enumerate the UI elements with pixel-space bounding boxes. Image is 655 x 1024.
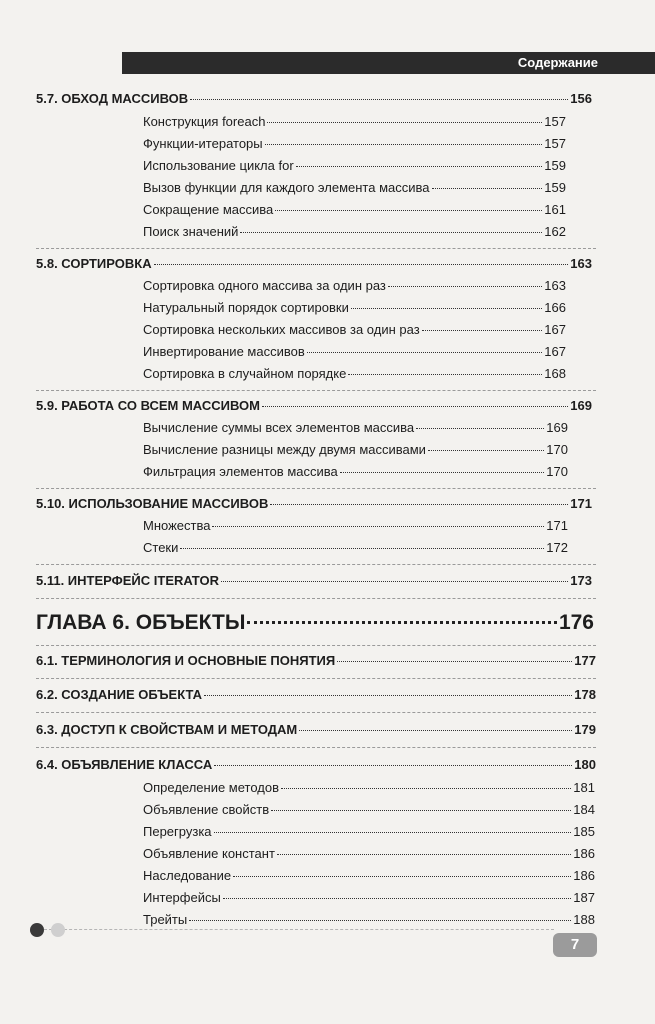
toc-entry-title: Сокращение массива [143, 202, 274, 217]
toc-entry[interactable] [143, 890, 595, 908]
toc-page-number: 161 [544, 202, 566, 217]
toc-leader-dots [233, 875, 571, 877]
toc-page-number: 173 [570, 573, 592, 588]
toc-section-5-7[interactable] [36, 91, 592, 109]
toc-leader-dots [348, 373, 542, 375]
toc-page-number: 159 [544, 180, 566, 195]
toc-page-number: 159 [544, 158, 566, 173]
footer-divider [44, 929, 554, 930]
toc-leader-dots [189, 919, 571, 921]
toc-leader-dots [190, 98, 568, 100]
toc-page-number: 172 [546, 540, 568, 555]
toc-leader-dots [416, 427, 544, 429]
toc-page-number: 177 [574, 653, 596, 668]
toc-page-number: 168 [544, 366, 566, 381]
toc-entry-title: Сортировка одного массива за один раз [143, 278, 386, 293]
toc-entry-title: Конструкция foreach [143, 114, 266, 129]
toc-entry[interactable] [143, 540, 568, 558]
toc-entry[interactable] [143, 202, 566, 220]
toc-section-6-4[interactable] [36, 757, 596, 775]
toc-section-5-10[interactable] [36, 496, 592, 514]
toc-section-title: 6.2. СОЗДАНИЕ ОБЪЕКТА [36, 687, 202, 702]
toc-leader-dots [277, 853, 571, 855]
toc-page-number: 178 [574, 687, 596, 702]
section-divider [36, 645, 596, 646]
toc-entry-title: Вычисление суммы всех элементов массива [143, 420, 415, 435]
toc-section-title: 5.10. ИСПОЛЬЗОВАНИЕ МАССИВОВ [36, 496, 269, 511]
toc-entry-title: Определение методов [143, 780, 280, 795]
running-header-bar [122, 52, 655, 74]
toc-entry-title: Функции-итераторы [143, 136, 263, 151]
section-divider [36, 747, 596, 748]
toc-entry-title: Сортировка нескольких массивов за один раз [143, 322, 420, 337]
toc-leader-dots [337, 660, 572, 662]
toc-entry[interactable] [143, 136, 566, 154]
toc-entry[interactable] [143, 802, 595, 820]
toc-section-5-11[interactable] [36, 573, 592, 591]
toc-entry[interactable] [143, 912, 595, 930]
toc-entry[interactable] [143, 322, 566, 340]
toc-entry-title: Наследование [143, 868, 232, 883]
toc-section-title: 6.3. ДОСТУП К СВОЙСТВАМ И МЕТОДАМ [36, 722, 298, 737]
toc-entry-title: Объявление констант [143, 846, 275, 861]
toc-page-number: 170 [546, 442, 568, 457]
toc-page-number: 163 [544, 278, 566, 293]
toc-entry[interactable] [143, 442, 568, 460]
toc-leader-dots [212, 525, 544, 527]
toc-section-title: 5.8. СОРТИРОВКА [36, 256, 152, 271]
toc-leader-dots [214, 764, 572, 766]
toc-page-number: 166 [544, 300, 566, 315]
toc-leader-dots [204, 694, 572, 696]
toc-entry[interactable] [143, 464, 568, 482]
section-divider [36, 564, 596, 565]
toc-leader-dots [388, 285, 542, 287]
toc-leader-dots [428, 449, 544, 451]
toc-section-title: 5.9. РАБОТА СО ВСЕМ МАССИВОМ [36, 398, 260, 413]
toc-page-number: 163 [570, 256, 592, 271]
toc-entry-title: Объявление свойств [143, 802, 270, 817]
toc-leader-dots [267, 121, 542, 123]
toc-page-number: 186 [573, 868, 595, 883]
toc-leader-dots [247, 620, 557, 624]
toc-leader-dots [340, 471, 545, 473]
toc-page-number: 179 [574, 722, 596, 737]
section-divider [36, 678, 596, 679]
footer-dot-dark-icon [30, 923, 44, 937]
toc-page-number: 157 [544, 136, 566, 151]
toc-entry-title: Трейты [143, 912, 188, 927]
toc-entry-title: Поиск значений [143, 224, 239, 239]
toc-page-number: 188 [573, 912, 595, 927]
toc-entry-title: Сортировка в случайном порядке [143, 366, 347, 381]
toc-entry[interactable] [143, 846, 595, 864]
toc-section-6-2[interactable] [36, 687, 596, 705]
toc-page-number: 170 [546, 464, 568, 479]
toc-entry[interactable] [143, 780, 595, 798]
toc-leader-dots [299, 729, 572, 731]
toc-leader-dots [180, 547, 544, 549]
toc-entry-title: Вычисление разницы между двумя массивами [143, 442, 426, 457]
toc-leader-dots [275, 209, 542, 211]
toc-leader-dots [221, 580, 568, 582]
toc-section-title: 6.1. ТЕРМИНОЛОГИЯ И ОСНОВНЫЕ ПОНЯТИЯ [36, 653, 336, 668]
section-divider [36, 488, 596, 489]
toc-entry-title: Фильтрация элементов массива [143, 464, 338, 479]
toc-page-number: 167 [544, 344, 566, 359]
toc-section-title: 5.7. ОБХОД МАССИВОВ [36, 91, 189, 106]
toc-leader-dots [432, 187, 543, 189]
toc-entry[interactable] [143, 158, 566, 176]
toc-section-6-3[interactable] [36, 722, 596, 740]
toc-section-5-9[interactable] [36, 398, 592, 416]
toc-entry-title: Вызов функции для каждого элемента массива [143, 180, 430, 195]
toc-entry-title: Стеки [143, 540, 179, 555]
toc-page-number: 169 [570, 398, 592, 413]
toc-page-number: 176 [558, 611, 594, 634]
toc-page-number: 156 [570, 91, 592, 106]
toc-leader-dots [351, 307, 542, 309]
toc-page-number: 171 [546, 518, 568, 533]
toc-entry[interactable] [143, 518, 568, 536]
toc-entry-title: Перегрузка [143, 824, 212, 839]
toc-entry-title: Множества [143, 518, 211, 533]
section-divider [36, 248, 596, 249]
toc-section-5-8[interactable] [36, 256, 592, 274]
toc-leader-dots [271, 809, 571, 811]
toc-entry[interactable] [143, 344, 566, 362]
toc-leader-dots [223, 897, 571, 899]
toc-leader-dots [214, 831, 572, 833]
toc-page-number: 185 [573, 824, 595, 839]
page-number-badge: 7 [553, 933, 597, 957]
toc-entry[interactable] [143, 824, 595, 842]
toc-entry[interactable] [143, 366, 566, 384]
toc-leader-dots [307, 351, 543, 353]
toc-leader-dots [154, 263, 569, 265]
toc-leader-dots [296, 165, 543, 167]
toc-leader-dots [270, 503, 568, 505]
toc-page-number: 157 [544, 114, 566, 129]
toc-section-title: 5.11. ИНТЕРФЕЙС ITERATOR [36, 573, 220, 588]
toc-leader-dots [422, 329, 543, 331]
footer-dot-light-icon [51, 923, 65, 937]
toc-page-number: 162 [544, 224, 566, 239]
toc-entry[interactable] [143, 114, 566, 132]
toc-leader-dots [265, 143, 543, 145]
toc-entry[interactable] [143, 224, 566, 242]
section-divider [36, 390, 596, 391]
toc-section-6-1[interactable] [36, 653, 596, 671]
toc-entry[interactable] [143, 868, 595, 886]
toc-leader-dots [281, 787, 571, 789]
toc-section-title: 6.4. ОБЪЯВЛЕНИЕ КЛАССА [36, 757, 213, 772]
toc-leader-dots [262, 405, 568, 407]
running-header-title: Содержание [517, 55, 598, 70]
toc-chapter-6[interactable] [36, 611, 594, 637]
toc-page-number: 180 [574, 757, 596, 772]
toc-page-number: 187 [573, 890, 595, 905]
toc-page-number: 171 [570, 496, 592, 511]
toc-entry-title: Инвертирование массивов [143, 344, 305, 359]
toc-page-number: 167 [544, 322, 566, 337]
toc-entry[interactable] [143, 420, 568, 438]
toc-entry-title: Интерфейсы [143, 890, 221, 905]
toc-page-number: 186 [573, 846, 595, 861]
section-divider [36, 712, 596, 713]
toc-entry[interactable] [143, 278, 566, 296]
toc-entry[interactable] [143, 300, 566, 318]
toc-leader-dots [240, 231, 542, 233]
section-divider [36, 598, 596, 599]
toc-entry-title: Натуральный порядок сортировки [143, 300, 349, 315]
toc-chapter-title: ГЛАВА 6. ОБЪЕКТЫ [36, 611, 246, 634]
toc-page-number: 169 [546, 420, 568, 435]
toc-page-number: 184 [573, 802, 595, 817]
toc-entry-title: Использование цикла for [143, 158, 294, 173]
toc-entry[interactable] [143, 180, 566, 198]
toc-page-number: 181 [573, 780, 595, 795]
